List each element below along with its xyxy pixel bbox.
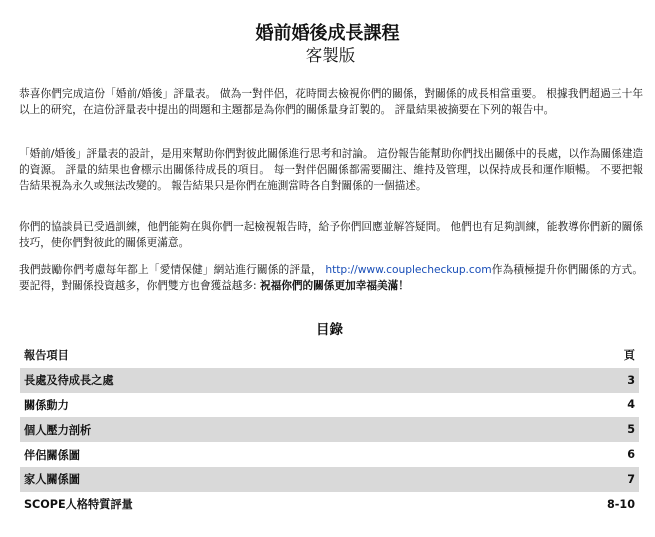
couplecheckup-link[interactable]: http://www.couplecheckup.com [325,263,492,276]
encouragement-text-start: 我們鼓勵你們考慮每年都上「愛情保健」網站進行關係的評量， [19,263,326,276]
toc-row-page: 7 [627,472,635,486]
toc-row-page: 6 [627,448,635,462]
purpose-paragraph: 「婚前/婚後」評量表的設計，是用來幫助你們對彼此關係進行思考和討論。 這份報告能幫助你們找出關係中的長處，以作為關係建造的資源。 評量的結果也會標示出關係待成長的項目。 每一對伴侶關係都需要關注、維持及管理，以保持成長和運作順暢。 不要把報告結果視為永久或無法改變的。 報告結果只是你們在施測當時各自對關係的一個描述。 [19,147,643,193]
toc-row [20,492,639,517]
toc-row [20,467,639,492]
toc-header-item: 報告項目 [24,349,69,363]
toc-row-item: 伴侶關係圖 [24,448,80,462]
document-title: 婚前婚後成長課程 [255,23,400,44]
intro-paragraph: 恭喜你們完成這份「婚前/婚後」評量表。 做為一對伴侶，花時間去檢視你們的關係，對關係的成長相當重要。 根據我們超過三十年以上的研究，在這份評量表中提出的問題和主題都是為你們的關係量身訂製的。 評量結果被摘要在下列的報告中。 [19,87,643,117]
toc-row-item: 長處及待成長之處 [24,374,114,388]
toc-title: 目錄 [316,322,343,338]
toc-row-page: 8-10 [607,497,635,511]
counselor-paragraph: 你們的協談員已受過訓練，他們能夠在與你們一起檢視報告時，給予你們回應並解答疑問。 他們也有足夠訓練，能教導你們新的關係技巧，使你們對彼此的關係更滿意。 [19,220,643,250]
toc-row-item: SCOPE人格特質評量 [24,498,133,512]
toc-header-row [20,343,639,368]
encouragement-text-mid: 作為積極提升你們關係的方式。 要記得，對關係投資越多，你們雙方也會獲益越多: [19,263,643,293]
toc-row-page: 3 [627,373,635,387]
toc-row-item: 個人壓力剖析 [24,423,92,437]
toc-row [20,442,639,467]
encouragement-paragraph [19,262,643,294]
document-subtitle: 客製版 [305,46,356,65]
toc-row [20,368,639,393]
toc-row-item: 家人關係圖 [24,473,80,487]
toc-row-page: 5 [627,423,635,437]
toc-row-item: 關係動力 [24,398,69,412]
blessing-text: 祝福你們的關係更加幸福美滿！ [259,279,409,293]
toc-row-page: 4 [627,398,635,412]
toc-row [20,417,639,442]
toc-header-page: 頁 [623,349,635,363]
toc-row [20,393,639,418]
table-of-contents [20,343,639,517]
